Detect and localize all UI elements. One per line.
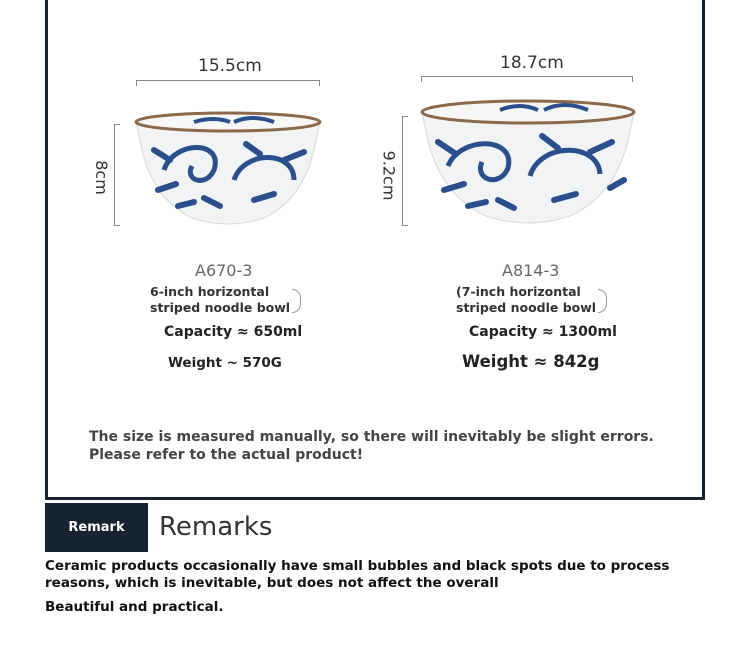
capacity-text: Capacity ≈ 1300ml [469,324,617,340]
measurement-note: The size is measured manually, so there will inevitably be slight errors. Please refer to the actual product! [89,429,654,463]
width-dimension-line [136,80,320,86]
product-name-line1: 6-inch horizontal [150,284,270,299]
model-number: A670-3 [195,261,253,280]
weight-text: Weight ~ 570G [168,355,282,371]
height-label: 9.2cm [379,150,399,201]
product-name-line2: striped noodle bowl [150,300,291,315]
width-label: 15.5cm [198,56,262,76]
product-name-line1: (7-inch horizontal [456,284,581,299]
height-dimension-line [402,116,408,226]
product-name-line2: striped noodle bowl [456,300,597,315]
width-label: 18.7cm [500,53,564,73]
remarks-body-line2: Beautiful and practical. [45,599,224,615]
height-dimension-line [114,124,120,226]
remark-tab-label: Remark [68,520,125,535]
bowl-image [420,96,636,230]
remark-tab [45,503,148,552]
height-label: 8cm [91,160,111,195]
capacity-text: Capacity ≈ 650ml [164,324,303,340]
model-number: A814-3 [502,261,560,280]
bowl-image [134,110,322,230]
width-dimension-line [421,76,633,82]
product-frame [45,0,705,500]
weight-text: Weight ≈ 842g [462,352,600,371]
remarks-title: Remarks [159,512,273,542]
remarks-body-line1: Ceramic products occasionally have small bubbles and black spots due to process reasons, which is inevitable, but does not affect the overall [45,558,670,591]
